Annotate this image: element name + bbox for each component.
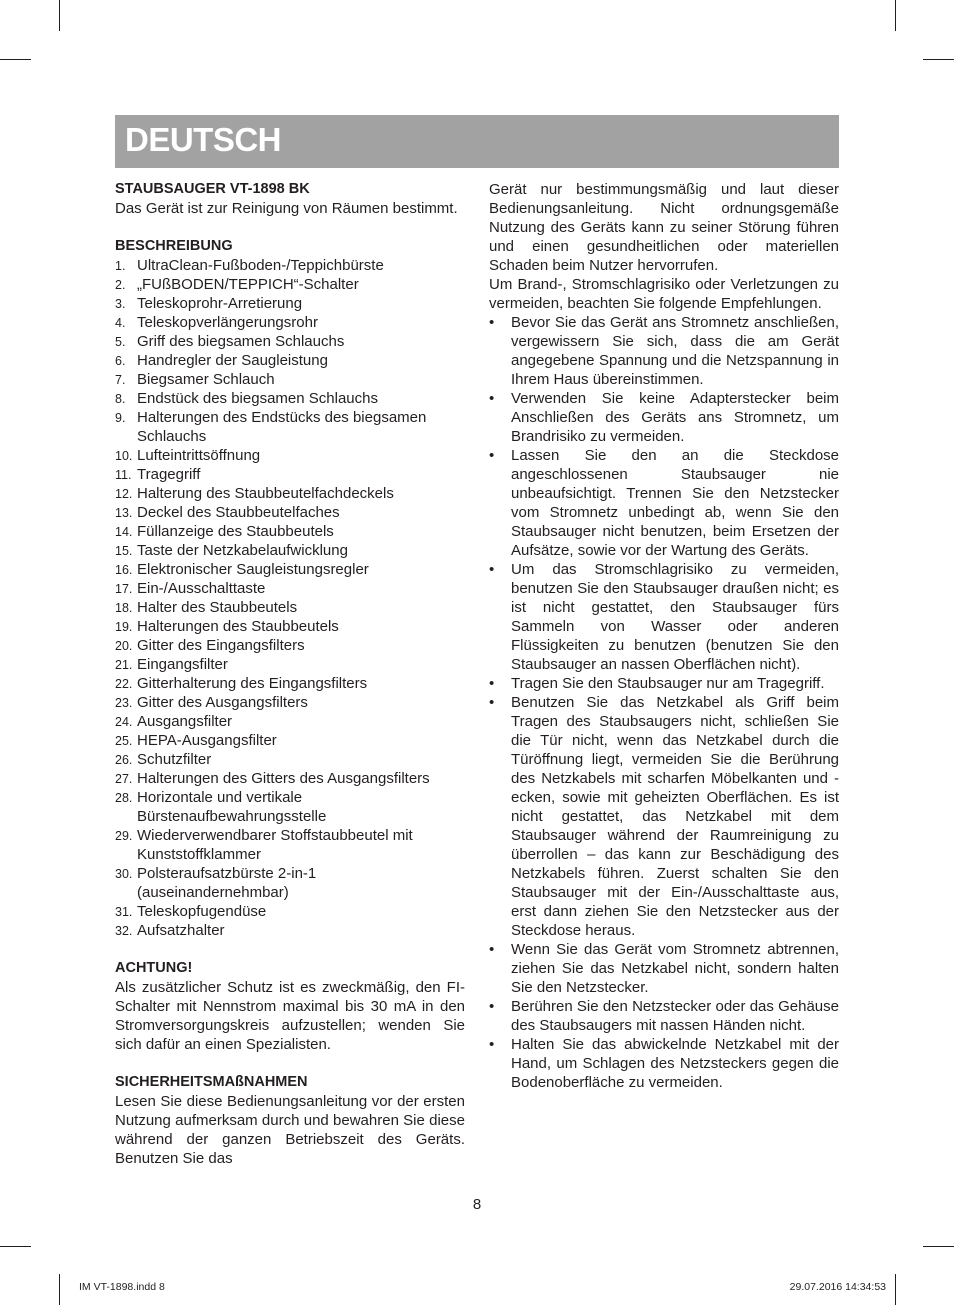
item-text: Halterungen des Endstücks des biegsamen Schlauchs	[137, 409, 427, 445]
item-number: 14.	[115, 525, 133, 539]
safety-bullet-item	[489, 693, 839, 940]
item-text: Füllanzeige des Staubbeutels	[137, 523, 334, 540]
description-item	[115, 256, 465, 275]
description-item	[115, 826, 465, 864]
item-number: 2.	[115, 278, 126, 292]
item-number: 22.	[115, 677, 133, 691]
item-number: 32.	[115, 924, 133, 938]
description-item	[115, 370, 465, 389]
item-number: 7.	[115, 373, 126, 387]
item-text: Halterung des Staubbeutelfachdeckels	[137, 485, 394, 502]
safety-text: Lesen Sie diese Bedienungsanleitung vor der ersten Nutzung aufmerksam durch und bewahren Sie diese während der ganzen Betriebszeit des Geräts. Benutzen Sie das	[115, 1093, 465, 1167]
item-number: 28.	[115, 791, 133, 805]
bullet-marker: •	[489, 998, 495, 1015]
description-item	[115, 389, 465, 408]
bullet-text: Berühren Sie den Netzstecker oder das Gehäuse des Staubsaugers mit nassen Händen nicht.	[511, 998, 839, 1034]
product-title: STAUBSAUGER VT-1898 BK	[115, 181, 310, 197]
item-text: Gitter des Ausgangsfilters	[137, 694, 308, 711]
description-item	[115, 769, 465, 788]
footer-timestamp: 29.07.2016 14:34:53	[789, 1281, 886, 1293]
description-item	[115, 332, 465, 351]
item-number: 23.	[115, 696, 133, 710]
item-number: 18.	[115, 601, 133, 615]
item-text: Halterungen des Gitters des Ausgangsfilters	[137, 770, 430, 787]
description-item	[115, 655, 465, 674]
bullet-text: Bevor Sie das Gerät ans Stromnetz anschließen, vergewissern Sie sich, dass die am Gerät angegebene Spannung und die Netzspannung in Ihrem Haus übereinstimmen.	[511, 314, 839, 388]
item-text: Gitterhalterung des Eingangsfilters	[137, 675, 368, 692]
bullet-marker: •	[489, 675, 495, 692]
item-text: HEPA-Ausgangsfilter	[137, 732, 277, 749]
safety-bullet-item	[489, 389, 839, 446]
crop-mark	[0, 59, 31, 60]
recommendation-intro: Um Brand-, Stromschlagrisiko oder Verletzungen zu vermeiden, beachten Sie folgende Empfehlungen.	[489, 276, 839, 312]
description-item	[115, 484, 465, 503]
description-item	[115, 446, 465, 465]
item-number: 20.	[115, 639, 133, 653]
item-text: Horizontale und vertikale Bürstenaufbewahrungsstelle	[137, 789, 327, 825]
description-item	[115, 351, 465, 370]
safety-bullet-list	[489, 313, 839, 1092]
safety-bullet-item	[489, 1035, 839, 1092]
item-text: Teleskopverlängerungsrohr	[137, 314, 318, 331]
item-text: Polsteraufsatzbürste 2-in-1 (auseinandernehmbar)	[137, 865, 317, 901]
bullet-marker: •	[489, 447, 495, 464]
bullet-text: Benutzen Sie das Netzkabel als Griff beim Tragen des Staubsaugers nicht, schließen Sie die Tür nicht, wenn das Netzkabel durch die Türöffnung liegt, vermeiden Sie die Berührung des Netzkabels mit scharfen Möbelkanten und -ecken, sowie mit geheizten Oberflächen. Es ist nicht gestattet, das Netzkabel mit dem Staubsauger während der Raumreinigung zu überrollen – das kann zur Beschädigung des Netzkabels führen. Zuerst schalten Sie den Staubsauger mit der Ein-/Ausschalttaste aus, erst dann ziehen Sie den Netzstecker aus der Steckdose heraus.	[511, 694, 839, 939]
bullet-text: Lassen Sie den an die Steckdose angeschlossenen Staubsauger nie unbeaufsichtigt. Trennen Sie den Netzstecker vom Stromnetz unbedingt ab, wenn Sie den Staubsauger nicht benutzen, beim Ersetzen der Aufsätze, sowie vor der Wartung des Geräts.	[511, 447, 839, 559]
item-text: Tragegriff	[137, 466, 201, 483]
item-text: Halterungen des Staubbeutels	[137, 618, 339, 635]
description-item	[115, 693, 465, 712]
item-number: 27.	[115, 772, 133, 786]
item-text: „FUßBODEN/TEPPICH“-Schalter	[137, 276, 359, 293]
item-number: 10.	[115, 449, 133, 463]
footer-filename: IM VT-1898.indd 8	[79, 1281, 165, 1293]
description-item	[115, 712, 465, 731]
description-item	[115, 731, 465, 750]
description-item	[115, 408, 465, 446]
bullet-marker: •	[489, 561, 495, 578]
intro-text: Das Gerät ist zur Reinigung von Räumen bestimmt.	[115, 200, 458, 217]
bullet-marker: •	[489, 390, 495, 407]
bullet-marker: •	[489, 694, 495, 711]
bullet-text: Tragen Sie den Staubsauger nur am Tragegriff.	[511, 675, 825, 692]
item-number: 21.	[115, 658, 133, 672]
description-item	[115, 294, 465, 313]
crop-mark	[923, 59, 954, 60]
item-text: Schutzfilter	[137, 751, 212, 768]
item-text: Handregler der Saugleistung	[137, 352, 328, 369]
item-text: Halter des Staubbeutels	[137, 599, 298, 616]
item-text: Ausgangsfilter	[137, 713, 233, 730]
description-item	[115, 503, 465, 522]
description-item	[115, 750, 465, 769]
warning-text: Als zusätzlicher Schutz ist es zweckmäßig, den FI-Schalter mit Nennstrom maximal bis 30 mA in den Stromversorgungskreis aufzustellen; wenden Sie sich dafür an einen Spezialisten.	[115, 979, 465, 1053]
item-number: 17.	[115, 582, 133, 596]
description-item	[115, 541, 465, 560]
item-number: 15.	[115, 544, 133, 558]
warning-heading: ACHTUNG!	[115, 960, 193, 976]
item-text: Eingangsfilter	[137, 656, 228, 673]
item-number: 9.	[115, 411, 126, 425]
item-text: Elektronischer Saugleistungsregler	[137, 561, 369, 578]
safety-bullet-item	[489, 446, 839, 560]
item-number: 6.	[115, 354, 126, 368]
item-text: Taste der Netzkabelaufwicklung	[137, 542, 348, 559]
description-item	[115, 902, 465, 921]
description-item	[115, 788, 465, 826]
description-item	[115, 921, 465, 940]
item-text: Gitter des Eingangsfilters	[137, 637, 305, 654]
continuation-text: Gerät nur bestimmungsmäßig und laut dieser Bedienungsanleitung. Nicht ordnungsgemäße Nutzung des Geräts kann zu seiner Störung führen und einen gesundheitlichen oder materiellen Schaden beim Nutzer hervorrufen.	[489, 181, 839, 274]
bullet-text: Verwenden Sie keine Adapterstecker beim Anschließen des Geräts ans Stromnetz, um Brandrisiko zu vermeiden.	[511, 390, 839, 445]
item-number: 29.	[115, 829, 133, 843]
bullet-marker: •	[489, 941, 495, 958]
item-text: Wiederverwendbarer Stoffstaubbeutel mit Kunststoffklammer	[137, 827, 413, 863]
item-text: Teleskoprohr-Arretierung	[137, 295, 303, 312]
item-text: Biegsamer Schlauch	[137, 371, 275, 388]
safety-bullet-item	[489, 997, 839, 1035]
item-text: UltraClean-Fußboden-/Teppichbürste	[137, 257, 384, 274]
description-item	[115, 598, 465, 617]
bullet-marker: •	[489, 1036, 495, 1053]
item-number: 26.	[115, 753, 133, 767]
crop-mark	[0, 1246, 31, 1247]
item-text: Teleskopfugendüse	[137, 903, 267, 920]
description-item	[115, 617, 465, 636]
item-text: Endstück des biegsamen Schlauchs	[137, 390, 378, 407]
description-item	[115, 864, 465, 902]
safety-heading: SICHERHEITSMAßNAHMEN	[115, 1074, 308, 1090]
item-text: Aufsatzhalter	[137, 922, 225, 939]
item-number: 8.	[115, 392, 126, 406]
safety-bullet-item	[489, 674, 839, 693]
page-number: 8	[472, 1196, 482, 1213]
language-title: DEUTSCH	[125, 121, 282, 158]
item-text: Griff des biegsamen Schlauchs	[137, 333, 345, 350]
crop-mark	[59, 0, 60, 31]
item-number: 12.	[115, 487, 133, 501]
description-item	[115, 674, 465, 693]
crop-mark	[895, 0, 896, 31]
safety-bullet-item	[489, 560, 839, 674]
item-text: Ein-/Ausschalttaste	[137, 580, 266, 597]
description-item	[115, 636, 465, 655]
item-text: Lufteintrittsöffnung	[137, 447, 261, 464]
description-list	[115, 256, 465, 940]
item-number: 3.	[115, 297, 126, 311]
item-number: 25.	[115, 734, 133, 748]
bullet-text: Wenn Sie das Gerät vom Stromnetz abtrennen, ziehen Sie das Netzkabel nicht, sondern halten Sie den Netzstecker.	[511, 941, 839, 996]
right-column	[489, 180, 839, 1092]
bullet-marker: •	[489, 314, 495, 331]
description-item	[115, 313, 465, 332]
item-number: 13.	[115, 506, 133, 520]
description-item	[115, 275, 465, 294]
left-column	[115, 180, 465, 1168]
bullet-text: Um das Stromschlagrisiko zu vermeiden, benutzen Sie den Staubsauger draußen nicht; es ist nicht gestattet, den Staubsauger fürs Sammeln von Wasser oder anderen Flüssigkeiten zu benutzen (benutzen Sie den Staubsauger an nassen Oberflächen nicht).	[511, 561, 839, 673]
item-number: 16.	[115, 563, 133, 577]
safety-bullet-item	[489, 940, 839, 997]
crop-mark	[59, 1274, 60, 1305]
description-item	[115, 560, 465, 579]
item-number: 11.	[115, 468, 132, 482]
description-heading: BESCHREIBUNG	[115, 238, 233, 254]
safety-bullet-item	[489, 313, 839, 389]
item-number: 19.	[115, 620, 133, 634]
item-number: 5.	[115, 335, 126, 349]
description-item	[115, 465, 465, 484]
item-text: Deckel des Staubbeutelfaches	[137, 504, 340, 521]
crop-mark	[923, 1246, 954, 1247]
item-number: 24.	[115, 715, 133, 729]
item-number: 1.	[115, 259, 126, 273]
item-number: 30.	[115, 867, 133, 881]
bullet-text: Halten Sie das abwickelnde Netzkabel mit der Hand, um Schlagen des Netzsteckers gegen die Bodenoberfläche zu vermeiden.	[511, 1036, 839, 1091]
crop-mark	[895, 1274, 896, 1305]
description-item	[115, 522, 465, 541]
item-number: 4.	[115, 316, 126, 330]
item-number: 31.	[115, 905, 133, 919]
description-item	[115, 579, 465, 598]
language-header-bar	[115, 115, 839, 168]
